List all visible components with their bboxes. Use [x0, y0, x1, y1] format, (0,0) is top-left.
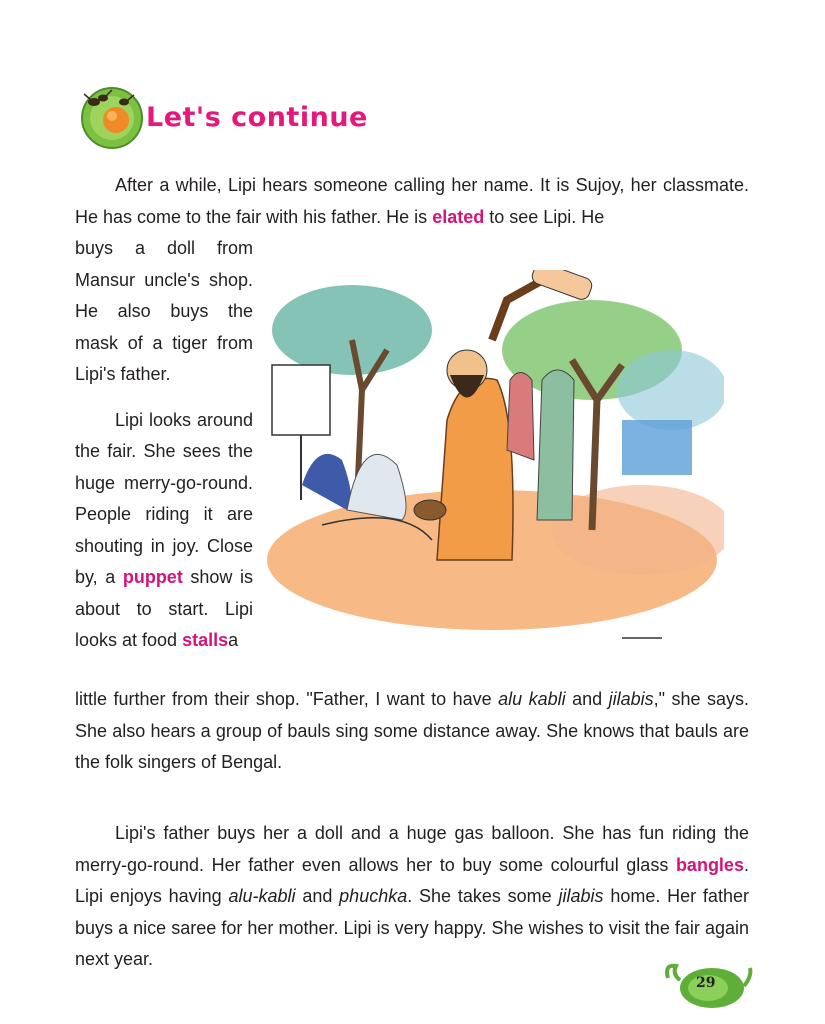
para1-text: After a while, Lipi hears someone calling her name. It is Sujoy, her classmate. He has come to the fair with his father. He is — [75, 175, 749, 227]
para3-text-b: . Lipi enjoys having — [75, 854, 749, 906]
food-alu-kabli: alu kabli — [498, 689, 566, 709]
para2-text-a: little further from their shop. "Father, I want to have — [75, 689, 492, 709]
col-para-b2: show is about to start. Lipi looks at food — [75, 567, 253, 650]
para1-tail: to see Lipi. He — [489, 206, 605, 227]
paragraph-1 — [75, 170, 749, 233]
para3-and: and — [302, 886, 333, 906]
food-jilabis-2: jilabis — [558, 886, 604, 906]
food-jilabis: jilabis — [608, 689, 654, 709]
para3-text-c: . She takes some — [407, 886, 552, 906]
vocab-word-bangles: bangles — [675, 854, 744, 875]
side-column-text — [75, 233, 253, 657]
ant-on-leaf-icon — [76, 80, 148, 152]
para3-text-d: home. Her father buys a nice saree for her mother. Lipi is very happy. She wishes to visit the fair again next year. — [75, 886, 749, 969]
vocab-word-elated: elated — [432, 206, 485, 227]
paragraph-2 — [75, 684, 749, 779]
para3-text-a: Lipi's father buys her a doll and a huge gas balloon. She has fun riding the merry-go-round. Her father even allows her to buy some colourful glass — [75, 823, 749, 875]
section-header — [76, 80, 376, 152]
para2-and: and — [572, 689, 603, 709]
col-para-a: buys a doll from Mansur uncle's shop. He also buys the mask of a tiger from Lipi's father. — [75, 238, 253, 384]
col-para-b3: a — [228, 630, 239, 650]
vocab-word-puppet: puppet — [122, 567, 183, 587]
food-phuchka: phuchka — [339, 886, 408, 906]
food-alu-kabli-2: alu-kabli — [228, 886, 296, 906]
para2-text-b: ," she says. She also hears a group of bauls sing some distance away. She knows that bauls are the folk singers of Bengal. — [75, 689, 749, 772]
fair-illustration — [262, 270, 724, 645]
vocab-word-stalls: stalls — [182, 630, 229, 650]
paragraph-3 — [75, 818, 749, 976]
section-title: Let's continue — [146, 102, 368, 133]
col-para-b1: Lipi looks around the fair. She sees the huge merry-go-round. People riding it are shouting in joy. Close by, a — [75, 409, 253, 587]
page-number: 29 — [696, 975, 716, 991]
